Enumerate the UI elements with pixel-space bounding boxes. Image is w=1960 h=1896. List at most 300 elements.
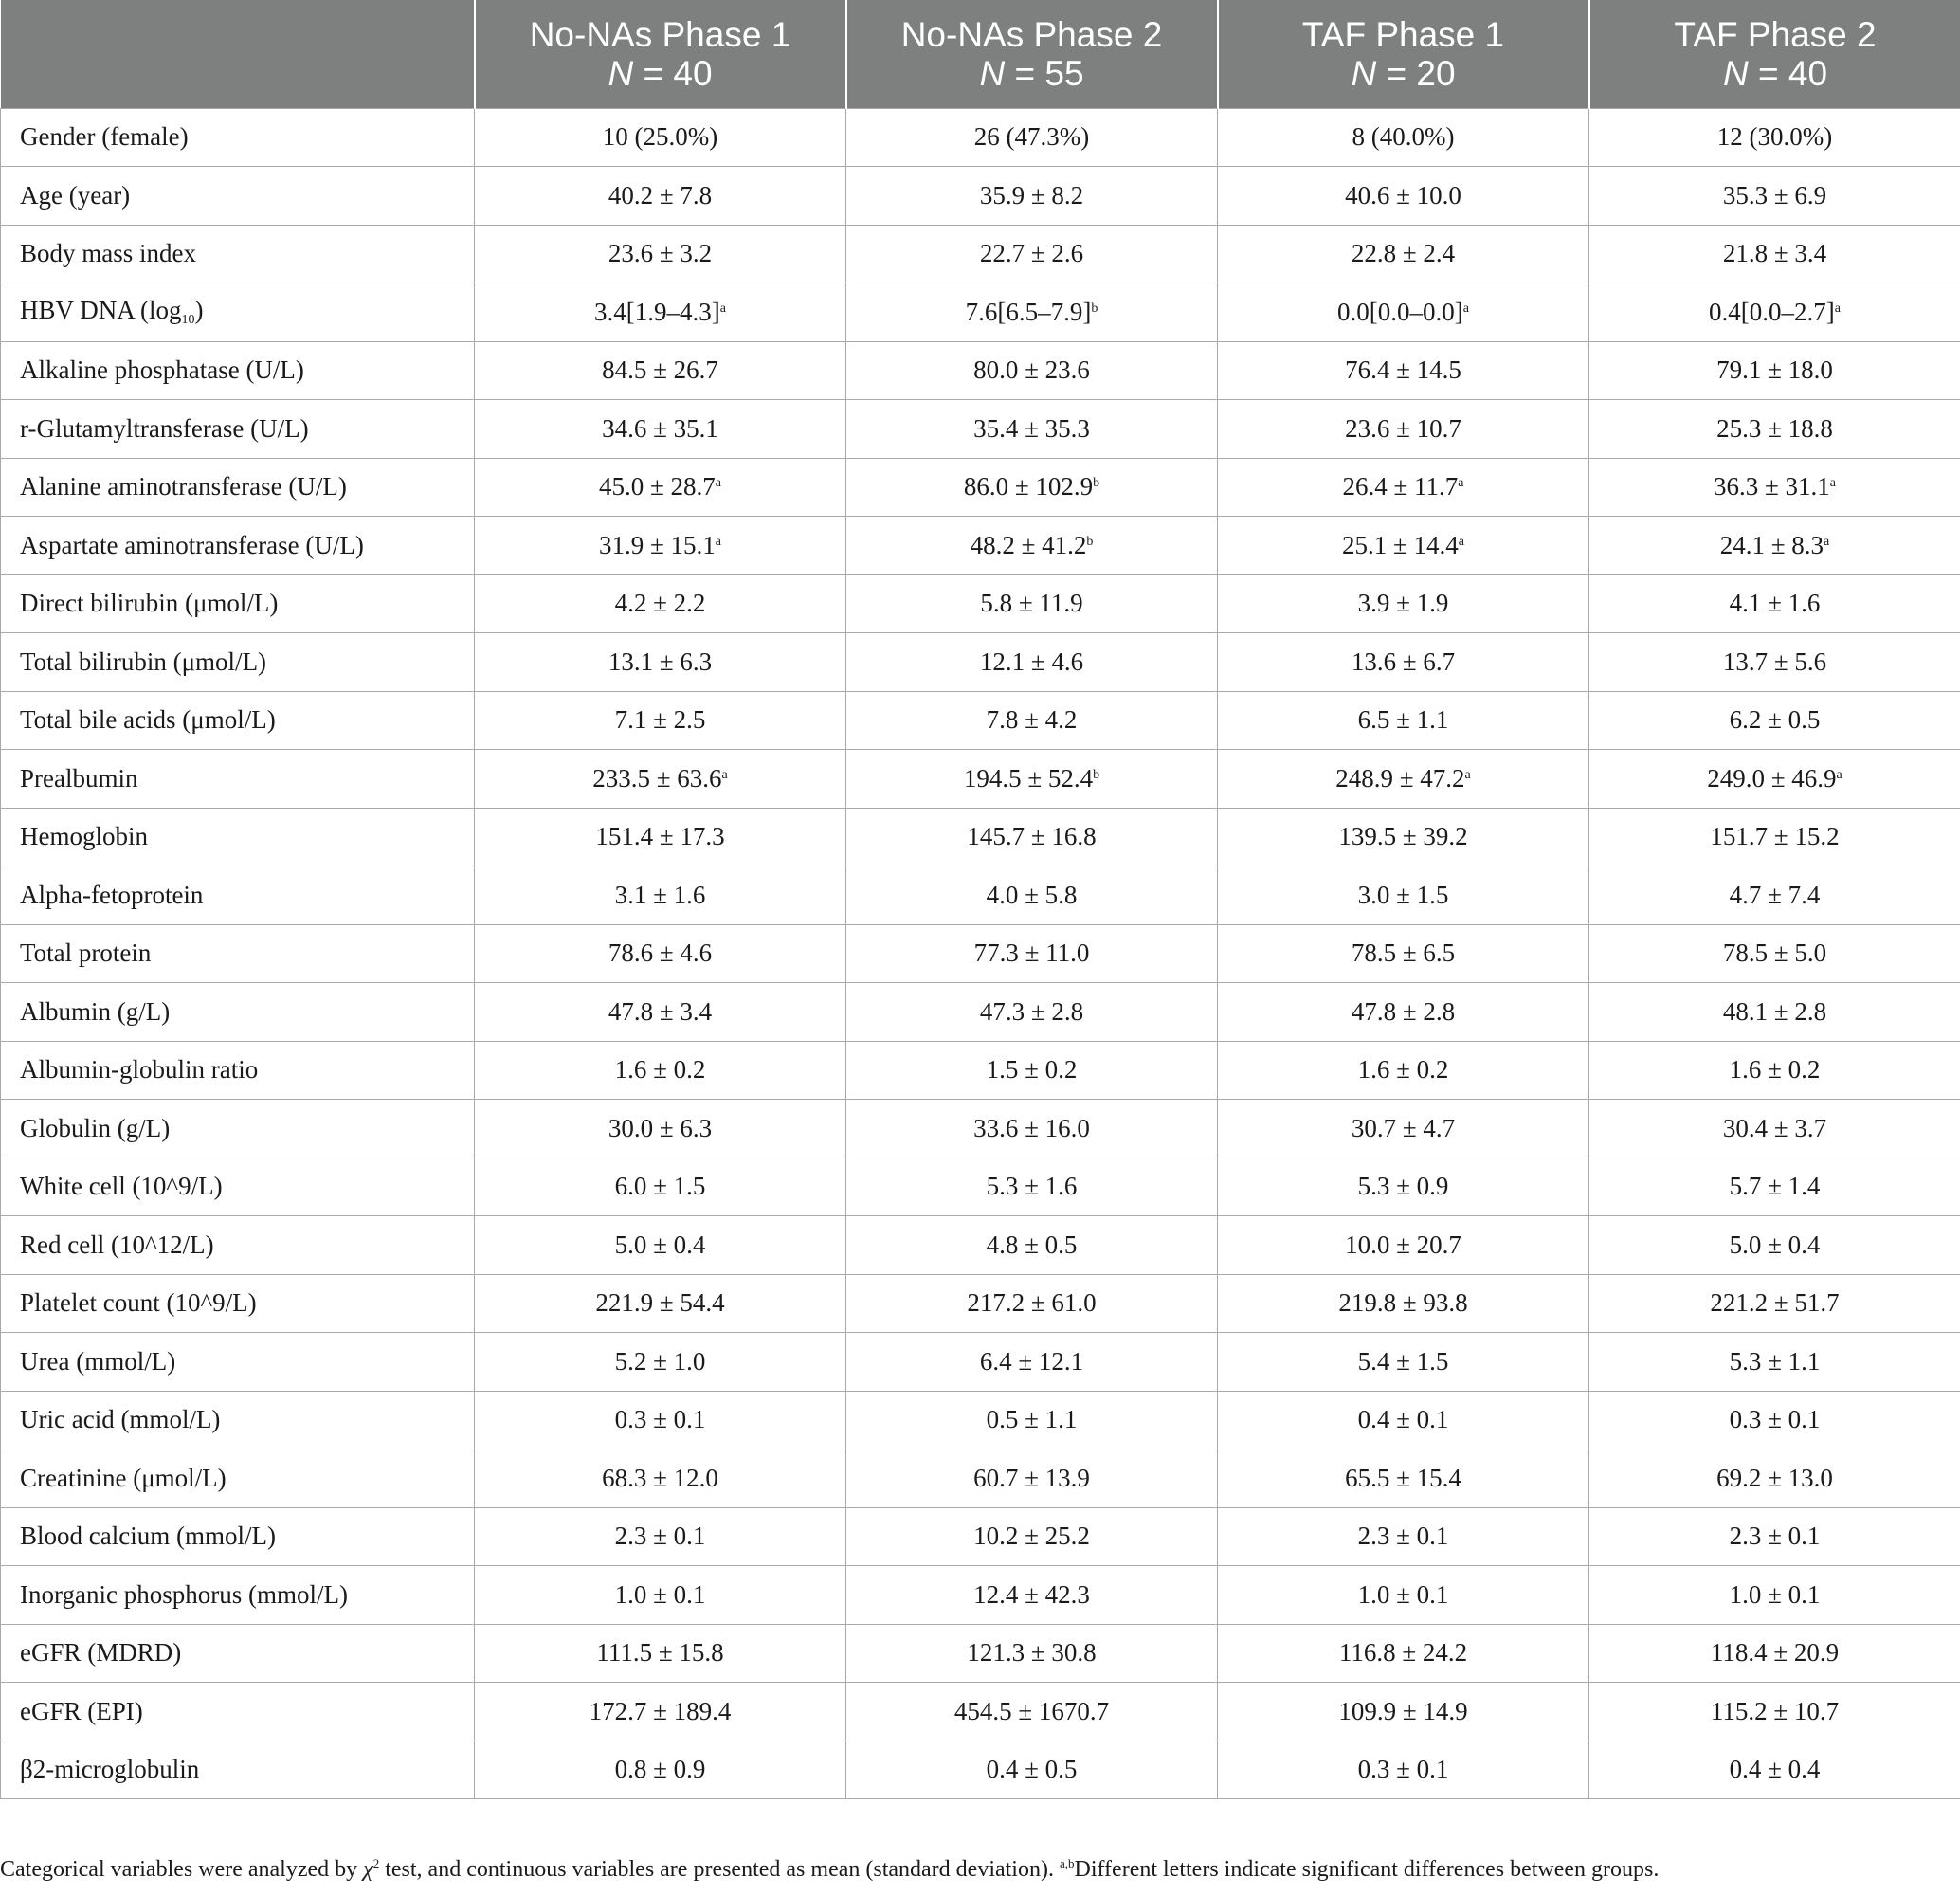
- row-label-cell: [1, 1274, 475, 1333]
- row-label-cell: [1, 1449, 475, 1508]
- header-row: [1, 0, 1960, 108]
- value-cell: [1218, 1624, 1589, 1683]
- cell-value: 0.4 ± 0.1: [1357, 1405, 1449, 1434]
- table-row: [1, 750, 1960, 809]
- row-label: Creatinine (μmol/L): [20, 1463, 227, 1492]
- value-cell: [1218, 1041, 1589, 1100]
- value-cell: [475, 1449, 846, 1508]
- value-cell: [1218, 1449, 1589, 1508]
- value-cell: [475, 1216, 846, 1275]
- value-cell: [1218, 1566, 1589, 1625]
- cell-value: 45.0 ± 28.7: [598, 472, 716, 501]
- cell-value: 3.4[1.9–4.3]: [594, 297, 720, 326]
- cell-value: 84.5 ± 26.7: [602, 356, 718, 385]
- cell-value: 86.0 ± 102.9: [963, 472, 1094, 501]
- cell-value: 30.7 ± 4.7: [1351, 1113, 1456, 1142]
- cell-value: 13.1 ± 6.3: [608, 647, 713, 676]
- cell-value: 78.5 ± 6.5: [1351, 939, 1456, 968]
- row-label: Urea (mmol/L): [20, 1346, 176, 1376]
- table-row: [1, 1041, 1960, 1100]
- cell-value: 36.3 ± 31.1: [1713, 472, 1830, 501]
- value-cell: [1218, 574, 1589, 633]
- row-label-cell: [1, 400, 475, 459]
- cell-value: 115.2 ± 10.7: [1710, 1696, 1840, 1725]
- table-row: [1, 1624, 1960, 1683]
- header-n-value: = 55: [1005, 53, 1084, 93]
- cell-value: 48.1 ± 2.8: [1722, 996, 1827, 1026]
- value-cell: [475, 1100, 846, 1158]
- row-label-cell: [1, 108, 475, 167]
- value-cell: [1218, 517, 1589, 575]
- row-label: Gender (female): [20, 122, 189, 152]
- table-row: [1, 517, 1960, 575]
- cell-value: 60.7 ± 13.9: [973, 1463, 1090, 1492]
- row-label-cell: [1, 1216, 475, 1275]
- value-cell: [475, 750, 846, 809]
- value-cell: [846, 1333, 1218, 1392]
- value-cell: [1218, 1391, 1589, 1449]
- table-row: [1, 1741, 1960, 1799]
- value-cell: [846, 1216, 1218, 1275]
- header-n-symbol: N: [979, 53, 1006, 93]
- header-no-nas-phase-2: [846, 0, 1218, 108]
- cell-value: 194.5 ± 52.4: [963, 763, 1094, 793]
- cell-value: 0.4 ± 0.5: [986, 1755, 1078, 1784]
- value-cell: [1589, 574, 1960, 633]
- cell-value: 10.0 ± 20.7: [1345, 1230, 1461, 1259]
- cell-value: 2.3 ± 0.1: [614, 1522, 706, 1551]
- value-cell: [846, 458, 1218, 517]
- value-cell: [475, 283, 846, 342]
- value-cell: [1589, 1333, 1960, 1392]
- cell-value: 0.5 ± 1.1: [986, 1405, 1078, 1434]
- header-n-value: = 40: [1748, 53, 1828, 93]
- table-row: [1, 1507, 1960, 1566]
- cell-value: 7.1 ± 2.5: [614, 705, 706, 735]
- cell-value: 34.6 ± 35.1: [602, 413, 718, 443]
- cell-value: 139.5 ± 39.2: [1338, 822, 1468, 851]
- value-cell: [846, 866, 1218, 925]
- row-label-cell: [1, 924, 475, 983]
- cell-value: 1.6 ± 0.2: [1729, 1055, 1821, 1085]
- row-label-cell: [1, 1624, 475, 1683]
- value-cell: [1589, 517, 1960, 575]
- header-n-symbol: N: [1722, 53, 1749, 93]
- row-label: Uric acid (mmol/L): [20, 1405, 221, 1434]
- value-cell: [846, 283, 1218, 342]
- row-label: Globulin (g/L): [20, 1113, 171, 1142]
- cell-value: 10 (25.0%): [602, 122, 718, 152]
- cell-value: 5.8 ± 11.9: [980, 589, 1083, 618]
- row-label-cell: [1, 1566, 475, 1625]
- cell-value: 78.6 ± 4.6: [608, 939, 713, 968]
- value-cell: [1218, 866, 1589, 925]
- value-cell: [1589, 1741, 1960, 1799]
- value-cell: [475, 924, 846, 983]
- row-label: Aspartate aminotransferase (U/L): [20, 530, 364, 559]
- row-label: r-Glutamyltransferase (U/L): [20, 413, 309, 443]
- value-cell: [846, 225, 1218, 283]
- value-cell: [846, 1391, 1218, 1449]
- cell-value: 5.7 ± 1.4: [1729, 1172, 1821, 1201]
- cell-value: 172.7 ± 189.4: [589, 1696, 732, 1725]
- significance-superscript: a: [1462, 301, 1469, 316]
- table-row: [1, 167, 1960, 226]
- row-label: Total protein: [20, 939, 152, 968]
- cell-value: 35.9 ± 8.2: [979, 180, 1084, 210]
- cell-value: 48.2 ± 41.2: [970, 530, 1087, 559]
- row-label-cell: [1, 283, 475, 342]
- cell-value: 35.3 ± 6.9: [1722, 180, 1827, 210]
- cell-value: 68.3 ± 12.0: [602, 1463, 718, 1492]
- cell-value: 3.9 ± 1.9: [1357, 589, 1449, 618]
- row-label-subscript: 10: [181, 313, 195, 328]
- row-label: Total bilirubin (μmol/L): [20, 647, 267, 676]
- value-cell: [846, 1741, 1218, 1799]
- row-label-cell: [1, 808, 475, 866]
- row-label: Total bile acids (μmol/L): [20, 705, 276, 735]
- cell-value: 47.3 ± 2.8: [979, 996, 1084, 1026]
- row-label: eGFR (EPI): [20, 1696, 143, 1725]
- significance-superscript: a: [1464, 767, 1471, 782]
- cell-value: 2.3 ± 0.1: [1729, 1522, 1821, 1551]
- cell-value: 77.3 ± 11.0: [973, 939, 1090, 968]
- cell-value: 3.1 ± 1.6: [614, 880, 706, 909]
- value-cell: [846, 1100, 1218, 1158]
- row-label: Albumin-globulin ratio: [20, 1055, 259, 1085]
- value-cell: [846, 1507, 1218, 1566]
- value-cell: [846, 1449, 1218, 1508]
- value-cell: [475, 866, 846, 925]
- value-cell: [1589, 167, 1960, 226]
- header-group-label: TAF Phase 2: [1674, 14, 1877, 54]
- value-cell: [475, 108, 846, 167]
- value-cell: [1589, 983, 1960, 1042]
- cell-value: 121.3 ± 30.8: [967, 1638, 1097, 1668]
- value-cell: [475, 1041, 846, 1100]
- cell-value: 35.4 ± 35.3: [973, 413, 1090, 443]
- header-n-symbol: N: [608, 53, 634, 93]
- row-label-cell: [1, 866, 475, 925]
- table-row: [1, 808, 1960, 866]
- cell-value: 10.2 ± 25.2: [973, 1522, 1090, 1551]
- value-cell: [846, 108, 1218, 167]
- cell-value: 151.7 ± 15.2: [1710, 822, 1840, 851]
- value-cell: [1218, 750, 1589, 809]
- cell-value: 30.0 ± 6.3: [608, 1113, 713, 1142]
- row-label: Red cell (10^12/L): [20, 1230, 214, 1259]
- value-cell: [1589, 1507, 1960, 1566]
- value-cell: [1218, 167, 1589, 226]
- cell-value: 1.0 ± 0.1: [1729, 1579, 1821, 1609]
- cell-value: 47.8 ± 3.4: [608, 996, 713, 1026]
- cell-value: 26.4 ± 11.7: [1342, 472, 1459, 501]
- cell-value: 221.2 ± 51.7: [1710, 1288, 1840, 1318]
- cell-value: 4.1 ± 1.6: [1729, 589, 1821, 618]
- value-cell: [1589, 341, 1960, 400]
- row-label: Direct bilirubin (μmol/L): [20, 589, 279, 618]
- header-n-label: [1219, 54, 1588, 93]
- cell-value: 4.2 ± 2.2: [614, 589, 706, 618]
- value-cell: [475, 1274, 846, 1333]
- value-cell: [1218, 1274, 1589, 1333]
- value-cell: [475, 1391, 846, 1449]
- value-cell: [475, 983, 846, 1042]
- value-cell: [1218, 1507, 1589, 1566]
- value-cell: [1589, 1158, 1960, 1216]
- table-row: [1, 108, 1960, 167]
- row-label: eGFR (MDRD): [20, 1638, 182, 1668]
- cell-value: 12 (30.0%): [1716, 122, 1833, 152]
- cell-value: 0.3 ± 0.1: [1357, 1755, 1449, 1784]
- value-cell: [846, 808, 1218, 866]
- value-cell: [1589, 691, 1960, 750]
- row-label-cell: [1, 633, 475, 692]
- row-label-cell: [1, 691, 475, 750]
- row-label-cell: [1, 750, 475, 809]
- cell-value: 116.8 ± 24.2: [1338, 1638, 1468, 1668]
- header-taf-phase-1: [1218, 0, 1589, 108]
- value-cell: [1218, 1683, 1589, 1741]
- value-cell: [846, 574, 1218, 633]
- value-cell: [846, 341, 1218, 400]
- cell-value: 25.3 ± 18.8: [1716, 413, 1833, 443]
- value-cell: [475, 1624, 846, 1683]
- cell-value: 4.8 ± 0.5: [986, 1230, 1078, 1259]
- table-row: [1, 1683, 1960, 1741]
- significance-superscript: b: [1093, 476, 1100, 491]
- value-cell: [1218, 1333, 1589, 1392]
- significance-superscript: a: [1458, 476, 1464, 491]
- cell-value: 79.1 ± 18.0: [1716, 356, 1833, 385]
- value-cell: [1218, 108, 1589, 167]
- significance-superscript: a: [1458, 534, 1465, 549]
- cell-value: 5.0 ± 0.4: [1729, 1230, 1821, 1259]
- cell-value: 5.3 ± 1.6: [986, 1172, 1078, 1201]
- value-cell: [1589, 1683, 1960, 1741]
- cell-value: 249.0 ± 46.9: [1707, 763, 1837, 793]
- significance-superscript: a: [1834, 301, 1841, 316]
- value-cell: [1589, 866, 1960, 925]
- cell-value: 145.7 ± 16.8: [967, 822, 1097, 851]
- value-cell: [475, 691, 846, 750]
- row-label-cell: [1, 1158, 475, 1216]
- cell-value: 22.8 ± 2.4: [1351, 239, 1456, 268]
- table-row: [1, 225, 1960, 283]
- row-label-cell: [1, 1683, 475, 1741]
- value-cell: [1589, 400, 1960, 459]
- value-cell: [846, 1041, 1218, 1100]
- value-cell: [1589, 1391, 1960, 1449]
- cell-value: 221.9 ± 54.4: [595, 1288, 725, 1318]
- table-row: [1, 283, 1960, 342]
- value-cell: [1218, 924, 1589, 983]
- row-label-cell: [1, 574, 475, 633]
- footnote-chi-symbol: χ: [363, 1857, 373, 1882]
- row-label-cell: [1, 1741, 475, 1799]
- value-cell: [475, 1333, 846, 1392]
- table-body: [1, 108, 1960, 1799]
- significance-superscript: b: [1091, 301, 1098, 316]
- value-cell: [1589, 1449, 1960, 1508]
- value-cell: [1589, 1566, 1960, 1625]
- table-row: [1, 1100, 1960, 1158]
- value-cell: [1218, 983, 1589, 1042]
- value-cell: [846, 1624, 1218, 1683]
- cell-value: 6.5 ± 1.1: [1357, 705, 1449, 735]
- value-cell: [846, 1158, 1218, 1216]
- cell-value: 0.4 ± 0.4: [1729, 1755, 1821, 1784]
- value-cell: [1218, 458, 1589, 517]
- value-cell: [846, 400, 1218, 459]
- value-cell: [1589, 283, 1960, 342]
- cell-value: 23.6 ± 3.2: [608, 239, 713, 268]
- row-label: Albumin (g/L): [20, 996, 171, 1026]
- row-label-suffix: ): [194, 296, 204, 325]
- cell-value: 1.6 ± 0.2: [614, 1055, 706, 1085]
- table-row: [1, 400, 1960, 459]
- cell-value: 40.6 ± 10.0: [1345, 180, 1461, 210]
- value-cell: [1589, 633, 1960, 692]
- cell-value: 69.2 ± 13.0: [1716, 1463, 1833, 1492]
- value-cell: [475, 167, 846, 226]
- footnote-text-1: Categorical variables were analyzed by: [0, 1857, 364, 1882]
- table-row: [1, 866, 1960, 925]
- cell-value: 5.3 ± 1.1: [1729, 1346, 1821, 1376]
- header-group-label: No-NAs Phase 2: [900, 14, 1163, 54]
- table-footnote: [0, 1856, 1960, 1883]
- cell-value: 111.5 ± 15.8: [596, 1638, 724, 1668]
- value-cell: [1589, 1216, 1960, 1275]
- cell-value: 454.5 ± 1670.7: [953, 1696, 1110, 1725]
- table-row: [1, 983, 1960, 1042]
- row-label: Hemoglobin: [20, 822, 148, 851]
- cell-value: 0.4[0.0–2.7]: [1709, 297, 1835, 326]
- cell-value: 5.3 ± 0.9: [1357, 1172, 1449, 1201]
- value-cell: [475, 1507, 846, 1566]
- row-label: HBV DNA (log: [20, 296, 182, 325]
- table-row: [1, 1216, 1960, 1275]
- value-cell: [475, 400, 846, 459]
- table-row: [1, 341, 1960, 400]
- cell-value: 1.0 ± 0.1: [614, 1579, 706, 1609]
- value-cell: [1218, 808, 1589, 866]
- row-label: Body mass index: [20, 239, 196, 268]
- value-cell: [846, 517, 1218, 575]
- cell-value: 4.7 ± 7.4: [1729, 880, 1821, 909]
- cell-value: 31.9 ± 15.1: [598, 530, 716, 559]
- cell-value: 0.0[0.0–0.0]: [1337, 297, 1463, 326]
- header-taf-phase-2: [1589, 0, 1960, 108]
- value-cell: [846, 983, 1218, 1042]
- cell-value: 13.7 ± 5.6: [1722, 647, 1827, 676]
- value-cell: [1589, 924, 1960, 983]
- cell-value: 4.0 ± 5.8: [986, 880, 1078, 909]
- value-cell: [1589, 1624, 1960, 1683]
- cell-value: 76.4 ± 14.5: [1345, 356, 1461, 385]
- header-n-label: [1590, 54, 1960, 93]
- cell-value: 1.6 ± 0.2: [1357, 1055, 1449, 1085]
- cell-value: 78.5 ± 5.0: [1722, 939, 1827, 968]
- row-label-cell: [1, 1100, 475, 1158]
- value-cell: [1218, 1216, 1589, 1275]
- value-cell: [475, 341, 846, 400]
- value-cell: [1218, 341, 1589, 400]
- cell-value: 24.1 ± 8.3: [1719, 530, 1824, 559]
- header-group-label: No-NAs Phase 1: [529, 14, 791, 54]
- cell-value: 217.2 ± 61.0: [967, 1288, 1097, 1318]
- row-label-cell: [1, 517, 475, 575]
- value-cell: [1589, 225, 1960, 283]
- header-n-value: = 40: [633, 53, 713, 93]
- cell-value: 0.3 ± 0.1: [614, 1405, 706, 1434]
- row-label-cell: [1, 1507, 475, 1566]
- significance-superscript: a: [715, 476, 722, 491]
- significance-superscript: b: [1093, 767, 1100, 782]
- cell-value: 30.4 ± 3.7: [1722, 1113, 1827, 1142]
- value-cell: [846, 924, 1218, 983]
- value-cell: [475, 574, 846, 633]
- cell-value: 0.8 ± 0.9: [614, 1755, 706, 1784]
- value-cell: [1218, 1158, 1589, 1216]
- footnote-text-2: test, and continuous variables are presented as mean (standard deviation).: [379, 1857, 1060, 1882]
- row-label: Blood calcium (mmol/L): [20, 1522, 276, 1551]
- cell-value: 5.0 ± 0.4: [614, 1230, 706, 1259]
- row-label: Alanine aminotransferase (U/L): [20, 472, 347, 501]
- row-label-cell: [1, 1391, 475, 1449]
- cell-value: 22.7 ± 2.6: [979, 239, 1084, 268]
- cell-value: 40.2 ± 7.8: [608, 180, 713, 210]
- table-row: [1, 1158, 1960, 1216]
- row-label-cell: [1, 1041, 475, 1100]
- value-cell: [1218, 400, 1589, 459]
- value-cell: [475, 517, 846, 575]
- significance-superscript: a: [1829, 476, 1837, 491]
- footnote-text-3: Different letters indicate significant differences between groups.: [1074, 1857, 1660, 1882]
- header-n-label: [847, 54, 1217, 93]
- row-label: Platelet count (10^9/L): [20, 1288, 257, 1318]
- table-row: [1, 924, 1960, 983]
- cell-value: 219.8 ± 93.8: [1338, 1288, 1468, 1318]
- value-cell: [475, 1741, 846, 1799]
- value-cell: [1589, 1041, 1960, 1100]
- cell-value: 12.1 ± 4.6: [979, 647, 1084, 676]
- cell-value: 7.8 ± 4.2: [986, 705, 1078, 735]
- value-cell: [475, 808, 846, 866]
- table-row: [1, 1566, 1960, 1625]
- row-label-cell: [1, 1333, 475, 1392]
- cell-value: 248.9 ± 47.2: [1335, 763, 1465, 793]
- value-cell: [1589, 108, 1960, 167]
- significance-superscript: a: [715, 534, 722, 549]
- cell-value: 5.2 ± 1.0: [614, 1346, 706, 1376]
- cell-value: 3.0 ± 1.5: [1357, 880, 1449, 909]
- row-label-cell: [1, 225, 475, 283]
- table-row: [1, 574, 1960, 633]
- cell-value: 118.4 ± 20.9: [1710, 1638, 1840, 1668]
- value-cell: [1589, 750, 1960, 809]
- cell-value: 1.5 ± 0.2: [986, 1055, 1078, 1085]
- value-cell: [1589, 1274, 1960, 1333]
- cell-value: 6.2 ± 0.5: [1729, 705, 1821, 735]
- table-row: [1, 633, 1960, 692]
- value-cell: [846, 1566, 1218, 1625]
- value-cell: [846, 750, 1218, 809]
- cell-value: 8 (40.0%): [1352, 122, 1455, 152]
- value-cell: [1589, 1100, 1960, 1158]
- cell-value: 13.6 ± 6.7: [1351, 647, 1456, 676]
- value-cell: [1218, 691, 1589, 750]
